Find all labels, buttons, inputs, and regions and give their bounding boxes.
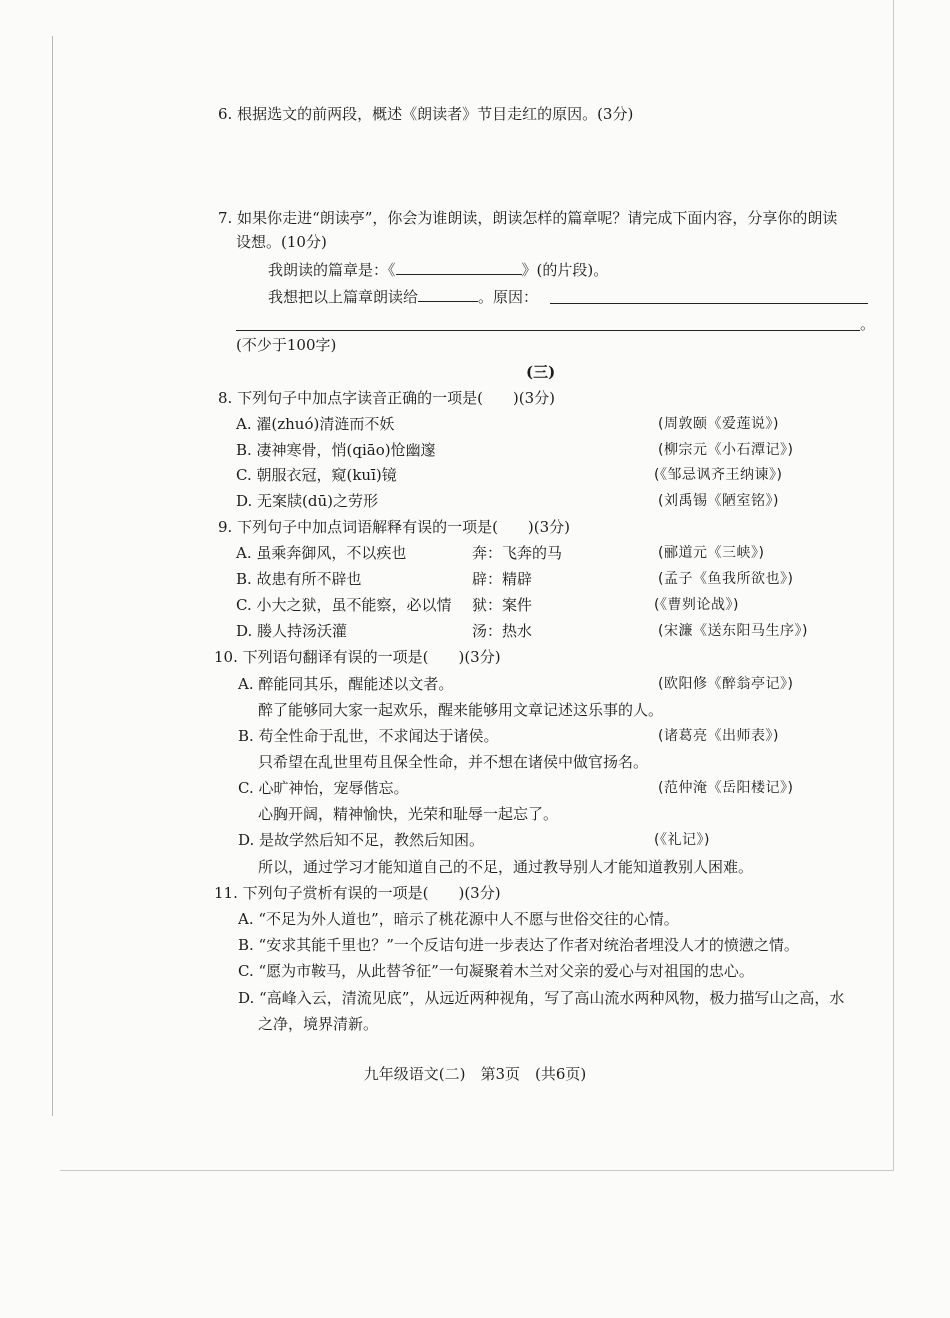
question-6: 6. 根据选文的前两段，概述《朗读者》节目走红的原因。(3分) [218, 105, 634, 123]
reason-line-2[interactable] [236, 330, 860, 331]
reason-line-1[interactable] [550, 303, 868, 304]
fill2-audience-blank[interactable] [418, 287, 478, 302]
scan-edge-bottom [60, 1170, 894, 1171]
fill1-suffix: 》(的片段)。 [521, 261, 609, 279]
q8-option-d: D. 无案牍(dū)之劳形 [236, 492, 378, 510]
word-count-note: (不少于100字) [236, 336, 337, 354]
fill2-middle: 。原因： [478, 288, 539, 306]
question-10-stem: 10. 下列语句翻译有误的一项是( )(3分) [214, 648, 501, 666]
q10-option-c-source: (范仲淹《岳阳楼记》) [658, 780, 794, 796]
q9-option-b-source: (孟子《鱼我所欲也》) [658, 571, 794, 587]
q10-option-a-translation: 醉了能够同大家一起欢乐，醒来能够用文章记述这乐事的人。 [258, 701, 664, 719]
scan-edge-right [893, 0, 894, 1170]
q9-option-d-gloss: 汤：热水 [472, 622, 533, 640]
question-7-line2: 设想。(10分) [236, 233, 327, 251]
q9-option-d-source: (宋濂《送东阳马生序》) [658, 623, 808, 639]
q11-option-d-line1: D. “高峰入云，清流见底”，从远近两种视角，写了高山流水两种风物，极力描写山之高，水 [238, 989, 845, 1007]
q8-option-b: B. 凄神寒骨，悄(qiāo)怆幽邃 [236, 441, 436, 459]
q9-option-c-source: (《曹刿论战》) [654, 597, 739, 613]
fill2-prefix: 我想把以上篇章朗读给 [268, 288, 419, 306]
question-9-stem: 9. 下列句子中加点词语解释有误的一项是( )(3分) [218, 518, 571, 536]
q8-option-a: A. 濯(zhuó)清涟而不妖 [236, 415, 395, 433]
q10-option-b: B. 苟全性命于乱世，不求闻达于诸侯。 [238, 727, 499, 745]
q11-option-c: C. “愿为市鞍马，从此替爷征”一句凝聚着木兰对父亲的爱心与对祖国的忠心。 [238, 962, 754, 980]
fill1-blank[interactable] [396, 260, 522, 275]
section-heading-3: (三) [526, 363, 556, 381]
q10-option-d-translation: 所以，通过学习才能知道自己的不足，通过教导别人才能知道教别人困难。 [258, 858, 754, 876]
fill1-prefix: 我朗读的篇章是：《 [268, 261, 396, 279]
q10-option-d: D. 是故学然后知不足，教然后知困。 [238, 831, 485, 849]
q8-option-d-source: (刘禹锡《陋室铭》) [658, 493, 779, 509]
reason-period: 。 [860, 315, 876, 333]
question-7-fill2 [268, 287, 538, 307]
page-footer: 九年级语文(二) 第3页 (共6页) [363, 1065, 587, 1083]
q9-option-c: C. 小大之狱，虽不能察，必以情 [236, 596, 452, 614]
q8-option-c: C. 朝服衣冠，窥(kuī)镜 [236, 466, 397, 484]
question-8-stem: 8. 下列句子中加点字读音正确的一项是( )(3分) [218, 389, 556, 407]
q9-option-a: A. 虽乘奔御风，不以疾也 [236, 544, 407, 562]
q10-option-b-translation: 只希望在乱世里苟且保全性命，并不想在诸侯中做官扬名。 [258, 753, 649, 771]
q8-option-a-source: (周敦颐《爱莲说》) [658, 416, 779, 432]
q9-option-b-gloss: 辟：精辟 [472, 570, 533, 588]
q8-option-c-source: (《邹忌讽齐王纳谏》) [654, 467, 783, 483]
question-7-fill1 [268, 260, 608, 280]
q10-option-a: A. 醉能同其乐，醒能述以文者。 [238, 675, 454, 693]
q11-option-b: B. “安求其能千里也？”一个反诘句进一步表达了作者对统治者埋没人才的愤懑之情。 [238, 936, 799, 954]
q10-option-c-translation: 心胸开阔，精神愉快，光荣和耻辱一起忘了。 [258, 805, 559, 823]
question-7-line1: 7. 如果你走进“朗读亭”，你会为谁朗读，朗读怎样的篇章呢？请完成下面内容，分享你的朗读 [218, 209, 838, 227]
q11-option-a: A. “不足为外人道也”，暗示了桃花源中人不愿与世俗交往的心情。 [238, 910, 679, 928]
q10-option-c: C. 心旷神怡，宠辱偕忘。 [238, 779, 409, 797]
q9-option-b: B. 故患有所不辟也 [236, 570, 362, 588]
q8-option-b-source: (柳宗元《小石潭记》) [658, 442, 794, 458]
scan-edge-left [52, 36, 53, 1116]
q10-option-a-source: (欧阳修《醉翁亭记》) [658, 676, 794, 692]
q9-option-d: D. 媵人持汤沃灌 [236, 622, 348, 640]
q9-option-a-source: (郦道元《三峡》) [658, 545, 765, 561]
q9-option-a-gloss: 奔：飞奔的马 [472, 544, 563, 562]
q11-option-d-line2: 之净，境界清新。 [258, 1015, 379, 1033]
q10-option-b-source: (诸葛亮《出师表》) [658, 728, 779, 744]
q9-option-c-gloss: 狱：案件 [472, 596, 533, 614]
q10-option-d-source: (《礼记》) [654, 832, 710, 848]
question-11-stem: 11. 下列句子赏析有误的一项是( )(3分) [214, 884, 501, 902]
